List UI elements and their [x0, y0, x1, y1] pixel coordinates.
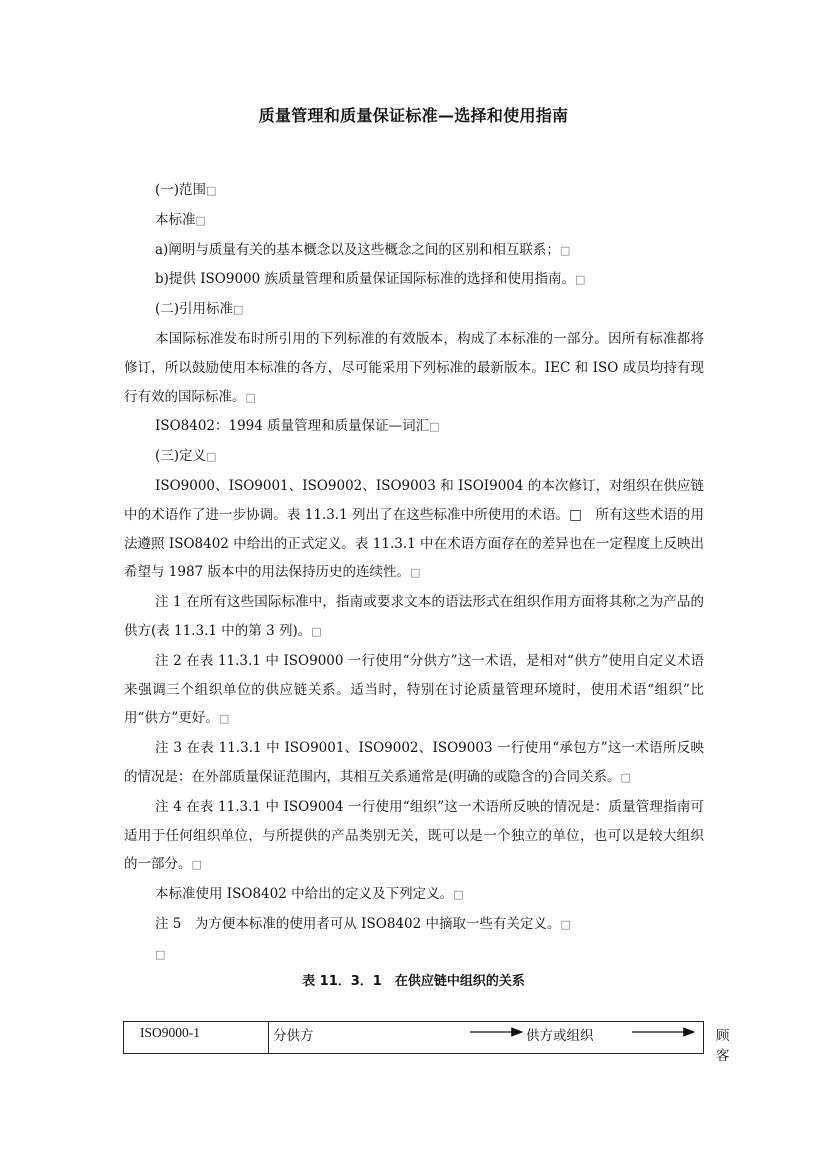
paragraph: (二)引用标准□: [155, 301, 244, 318]
relationship-table: [123, 1021, 730, 1064]
paragraph: a)阐明与质量有关的基本概念以及这些概念之间的区别和相互联系；□: [155, 241, 571, 258]
paragraph: b)提供 ISO9000 族质量管理和质量保证国际标准的选择和使用指南。□: [155, 271, 586, 288]
paragraph: (三)定义□: [155, 448, 217, 465]
subcontractor-label: 分供方: [273, 1028, 314, 1044]
table-caption: 表 11．3．1 在供应链中组织的关系: [302, 974, 525, 989]
document-body: [124, 176, 704, 970]
paragraph: (一)范围□: [155, 182, 217, 198]
paragraph: 注 1 在所有这些国际标准中，指南或要求文本的语法形式在组织作用方面将其称之为产品的供方(表 11.3.1 中的第 3 列)。□: [124, 594, 704, 639]
paragraph: 注 2 在表 11.3.1 中 ISO9000 一行使用“分供方”这一术语，是相对“供方”使用自定义术语来强调三个组织单位的供应链关系。适当时，特别在讨论质量管理环境时，使用术语“组织”比用“供方”更好。□: [124, 652, 704, 727]
paragraph: 注 4 在表 11.3.1 中 ISO9004 一行使用“组织”这一术语所反映的情况是：质量管理指南可适用于任何组织单位，与所提供的产品类别无关，既可以是一个独立的单位，也可以是较大组织的一部分。□: [124, 798, 704, 873]
paragraph: ISO9000、ISO9001、ISO9002、ISO9003 和 ISOI9004 的本次修订，对组织在供应链中的术语作了进一步协调。表 11.3.1 列出了在这些标准中所使用的术语。□ 所有这些术语的用法遵照 ISO8402 中给出的正式定义。表 11.3.1 中在术语方面存在的差异也在一定程度上反映出希望与 1987 版本中的用法保持历史的连续性。□: [124, 477, 704, 581]
paragraph: 注 3 在表 11.3.1 中 ISO9001、ISO9002、ISO9003 一行使用“承包方”这一术语所反映的情况是：在外部质量保证范围内，其相互关系通常是(明确的或隐含的)合同关系。□: [124, 740, 704, 785]
paragraph: 本标准□: [155, 211, 206, 228]
supply-chain-arrows: [270, 1022, 703, 1053]
paragraph: 本国际标准发布时所引用的下列标准的有效版本，构成了本标准的一部分。因所有标准都将修订，所以鼓励使用本标准的各方，尽可能采用下列标准的最新版本。IEC 和 ISO 成员均持有现行有效的国际标准。□: [124, 330, 704, 405]
table-row-label: ISO9000-1: [124, 1022, 269, 1053]
supplier-label: 供方或组织: [526, 1028, 594, 1044]
customer-label: 顾客: [716, 1028, 730, 1064]
empty-paragraph: □: [155, 947, 166, 961]
table-flow-cell: [270, 1022, 730, 1064]
paragraph: ISO8402：1994 质量管理和质量保证—词汇□: [155, 418, 440, 435]
paragraph: 本标准使用 ISO8402 中给出的定义及下列定义。□: [155, 886, 464, 903]
paragraph: 注 5 为方便本标准的使用者可从 ISO8402 中摘取一些有关定义。□: [155, 915, 571, 932]
document-title: 质量管理和质量保证标准—选择和使用指南: [258, 106, 569, 125]
